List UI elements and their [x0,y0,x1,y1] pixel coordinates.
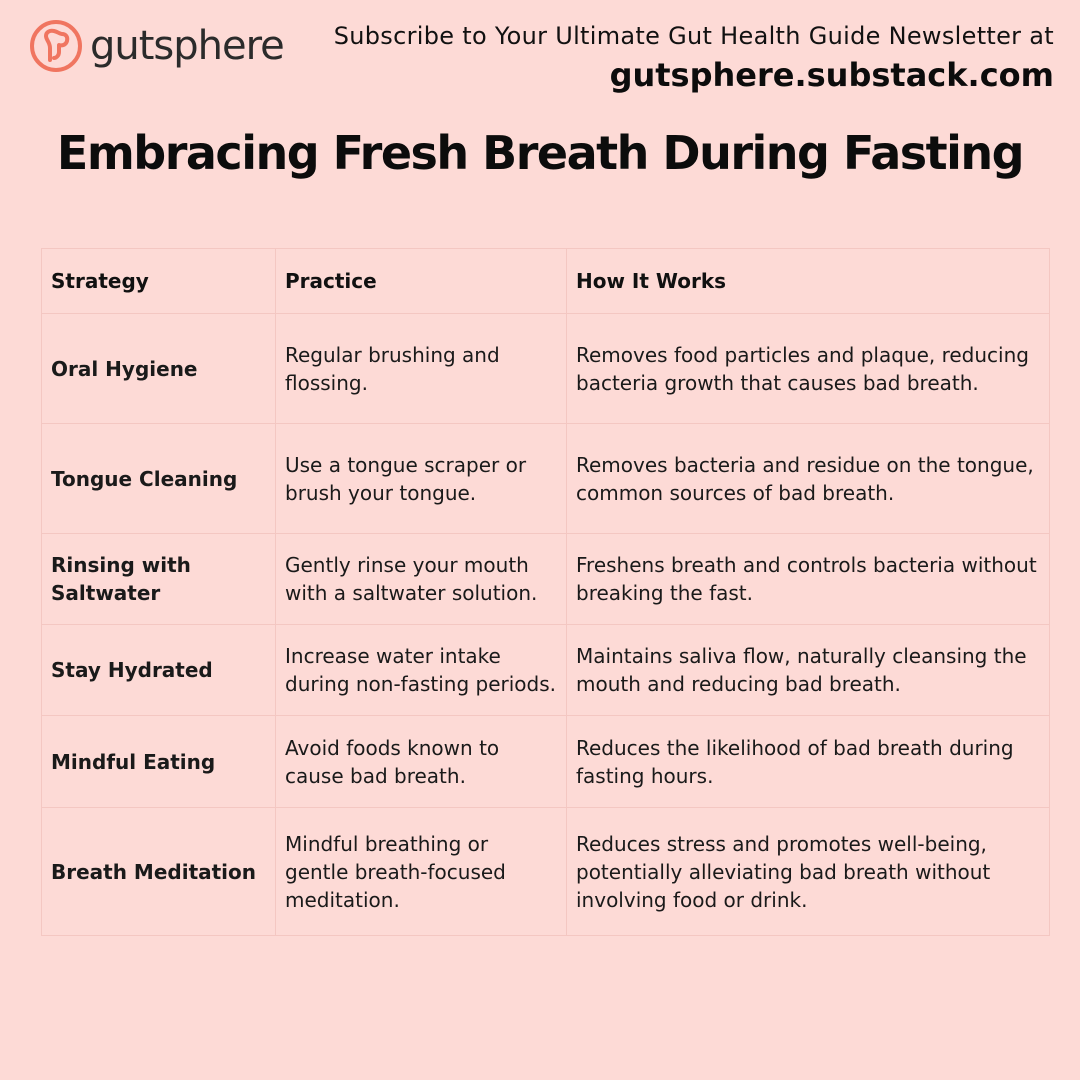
how-it-works-cell: Freshens breath and controls bacteria without breaking the fast. [567,534,1050,625]
page-title: Embracing Fresh Breath During Fasting [56,126,1024,180]
how-it-works-cell: Reduces the likelihood of bad breath during fasting hours. [567,716,1050,808]
table-row [42,716,1050,808]
newsletter-url[interactable]: gutsphere.substack.com [609,56,1054,94]
table-row [42,424,1050,534]
brand-logo [28,18,284,74]
table-row [42,625,1050,716]
how-it-works-cell: Removes bacteria and residue on the tongue, common sources of bad breath. [567,424,1050,534]
strategy-cell: Rinsing with Saltwater [42,534,276,625]
practice-cell: Mindful breathing or gentle breath-focused meditation. [276,808,567,936]
strategy-cell: Oral Hygiene [42,314,276,424]
column-header-how-it-works: How It Works [567,249,1050,314]
strategy-cell: Stay Hydrated [42,625,276,716]
practice-cell: Increase water intake during non-fasting periods. [276,625,567,716]
column-header-strategy: Strategy [42,249,276,314]
practice-cell: Gently rinse your mouth with a saltwater solution. [276,534,567,625]
subscribe-text: Subscribe to Your Ultimate Gut Health Guide Newsletter at [333,22,1054,50]
column-header-practice: Practice [276,249,567,314]
strategy-table [41,248,1050,936]
strategy-cell: Tongue Cleaning [42,424,276,534]
how-it-works-cell: Removes food particles and plaque, reducing bacteria growth that causes bad breath. [567,314,1050,424]
gut-icon [28,18,84,74]
subscribe-banner [334,22,1054,94]
strategy-cell: Breath Meditation [42,808,276,936]
how-it-works-cell: Maintains saliva flow, naturally cleansing the mouth and reducing bad breath. [567,625,1050,716]
table-row [42,314,1050,424]
practice-cell: Use a tongue scraper or brush your tongue. [276,424,567,534]
practice-cell: Avoid foods known to cause bad breath. [276,716,567,808]
table-row [42,534,1050,625]
practice-cell: Regular brushing and flossing. [276,314,567,424]
table-row [42,808,1050,936]
how-it-works-cell: Reduces stress and promotes well-being, potentially alleviating bad breath without involving food or drink. [567,808,1050,936]
strategy-cell: Mindful Eating [42,716,276,808]
brand-name: gutsphere [90,23,284,69]
table-header-row [42,249,1050,314]
